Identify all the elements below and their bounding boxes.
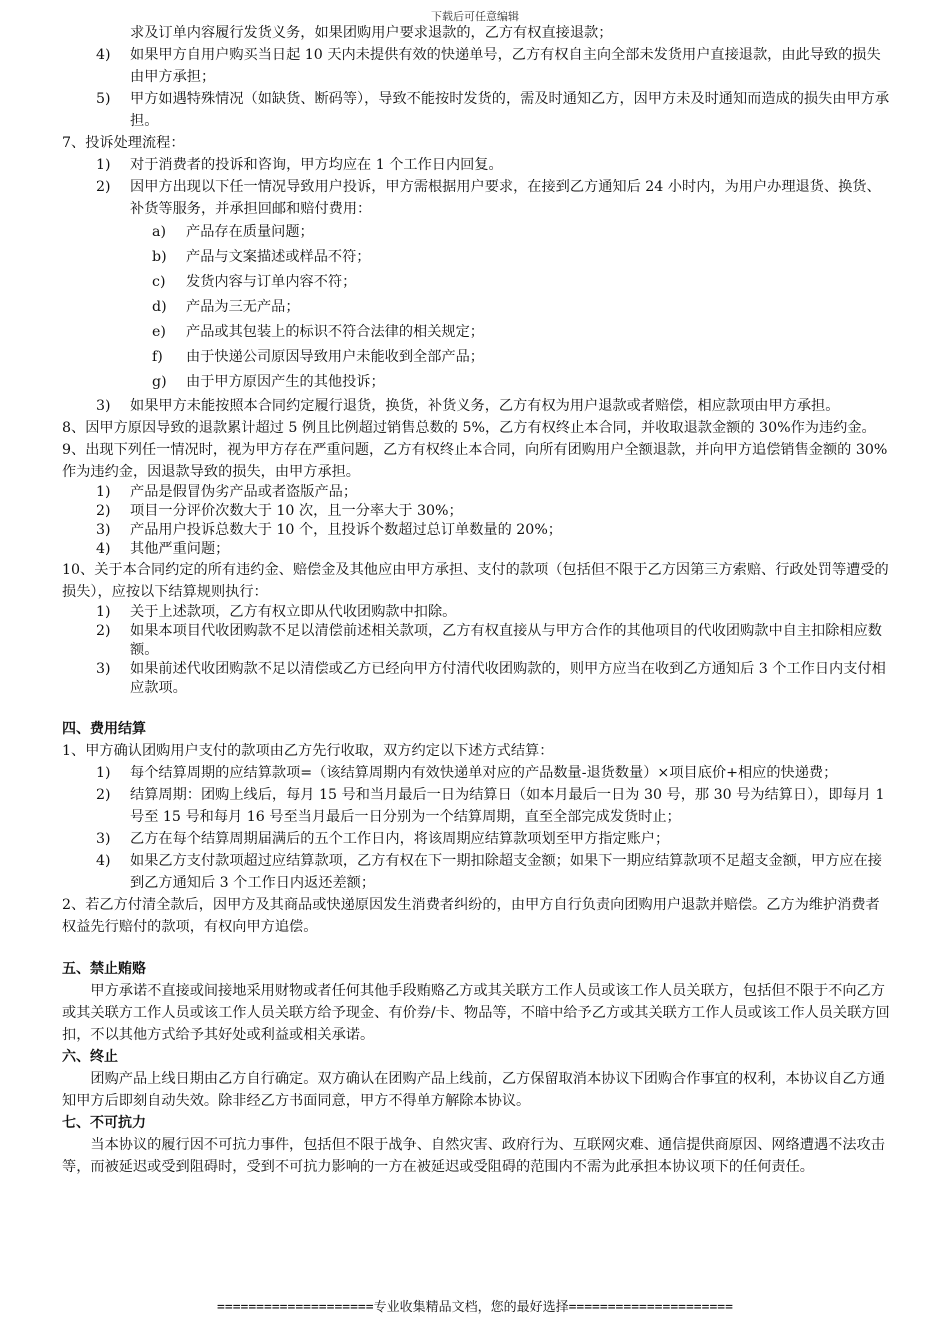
item-text: 如果甲方未能按照本合同约定履行退货，换货，补货义务，乙方有权为用户退款或者赔偿，相应款项由甲方承担。: [130, 398, 840, 414]
item-text: 如果本项目代收团购款不足以清偿前述相关款项，乙方有权直接从与甲方合作的其他项目的代收团购款中自主扣除相应数额。: [130, 623, 882, 658]
list-item: [62, 540, 892, 559]
list-item: [62, 176, 892, 220]
item-text: 由于快递公司原因导致用户未能收到全部产品；: [186, 349, 484, 365]
sub-list-item: [62, 370, 892, 395]
paragraph: 团购产品上线日期由乙方自行确定。双方确认在团购产品上线前，乙方保留取消本协议下团购合作事宜的权利，本协议自乙方通知甲方后即刻自动失效。除非经乙方书面同意，甲方不得单方解除本协议。: [62, 1071, 885, 1109]
item-number: f): [152, 349, 163, 365]
section-heading: 六、终止: [62, 1049, 118, 1065]
list-item: [62, 603, 892, 622]
paragraph: 当本协议的履行因不可抗力事件，包括但不限于战争、自然灾害、政府行为、互联网灾难、通信提供商原因、网络遭遇不法攻击等，而被延迟或受到阻碍时，受到不可抗力影响的一方在被延迟或受阻碍的范围内不需为此承担本协议项下的任何责任。: [62, 1137, 885, 1175]
section-heading: 四、费用结算: [62, 721, 146, 737]
section-heading: 七、不可抗力: [62, 1115, 146, 1131]
item-text: 产品是假冒伪劣产品或者盗版产品；: [130, 484, 358, 500]
item-text: 乙方在每个结算周期届满后的五个工作日内，将该周期应结算款项划至甲方指定账户；: [130, 831, 670, 847]
item-text: 结算周期：团购上线后，每月 15 号和当月最后一日为结算日（如本月最后一日为 30 号，那 30 号为结算日），即每月 1 号至 15 号和每月 16 号至当月最后一日分别为一个结算周期，直至全部完成发货时止；: [130, 787, 885, 825]
item-number: 3): [96, 831, 111, 847]
item-text: 发货内容与订单内容不符；: [186, 274, 357, 290]
item-number: 4): [96, 853, 111, 869]
item-text: 项目一分评价次数大于 10 次，且一分率大于 30%；: [130, 503, 463, 519]
item-number: 2): [96, 623, 111, 639]
list-item: [62, 762, 892, 784]
item-text: 对于消费者的投诉和咨询，甲方均应在 1 个工作日内回复。: [130, 157, 503, 173]
list-item: [62, 828, 892, 850]
item-text: 产品用户投诉总数大于 10 个，且投诉个数超过总订单数量的 20%；: [130, 522, 562, 538]
list-item: [62, 88, 892, 132]
list-item: [62, 395, 892, 417]
list-item: [62, 154, 892, 176]
paragraph: 7、投诉处理流程：: [62, 135, 185, 151]
item-number: 1): [96, 765, 111, 781]
section-heading: 五、禁止贿赂: [62, 961, 146, 977]
sub-list-item: [62, 245, 892, 270]
item-text: 甲方如遇特殊情况（如缺货、断码等），导致不能按时发货的，需及时通知乙方，因甲方未及时通知而造成的损失由甲方承担。: [130, 91, 890, 129]
sub-list-item: [62, 320, 892, 345]
list-item: [62, 44, 892, 88]
list-item: [62, 660, 892, 698]
item-number: 3): [96, 398, 111, 414]
paragraph: 10、关于本合同约定的所有违约金、赔偿金及其他应由甲方承担、支付的款项（包括但不限于乙方因第三方索赔、行政处罚等遭受的损失），应按以下结算规则执行：: [62, 562, 889, 600]
list-item: [62, 622, 892, 660]
sub-list-item: [62, 295, 892, 320]
item-number: 2): [96, 787, 111, 803]
item-number: 2): [96, 179, 111, 195]
item-text: 其他严重问题；: [130, 541, 230, 557]
list-item: [62, 850, 892, 894]
item-number: 3): [96, 661, 111, 677]
item-number: a): [152, 224, 166, 240]
item-text: 关于上述款项，乙方有权立即从代收团购款中扣除。: [130, 604, 457, 620]
item-number: 1): [96, 157, 111, 173]
item-number: g): [152, 374, 167, 390]
sub-list-item: [62, 220, 892, 245]
sub-list-item: [62, 270, 892, 295]
list-item: [62, 521, 892, 540]
item-number: 4): [96, 541, 111, 557]
item-number: 1): [96, 484, 111, 500]
item-number: e): [152, 324, 166, 340]
page-footer: ====================专业收集精品文档，您的最好选择=====================: [217, 1300, 733, 1315]
item-text: 如果乙方支付款项超过应结算款项，乙方有权在下一期扣除超支金额；如果下一期应结算款项不足超支金额，甲方应在接到乙方通知后 3 个工作日内返还差额；: [130, 853, 882, 891]
item-number: 1): [96, 604, 111, 620]
item-number: b): [152, 249, 167, 265]
item-number: 4): [96, 47, 111, 63]
item-number: d): [152, 299, 167, 315]
item-text: 由于甲方原因产生的其他投诉；: [186, 374, 385, 390]
item-number: 3): [96, 522, 111, 538]
list-item: [62, 502, 892, 521]
item-text: 如果甲方自用户购买当日起 10 天内未提供有效的快递单号，乙方有权自主向全部未发货用户直接退款，由此导致的损失由甲方承担；: [130, 47, 881, 85]
list-item: [62, 483, 892, 502]
document-body: [62, 22, 892, 1178]
list-item: [62, 784, 892, 828]
paragraph: 2、若乙方付清全款后，因甲方及其商品或快递原因发生消费者纠纷的，由甲方自行负责向团购用户退款并赔偿。乙方为维护消费者权益先行赔付的款项，有权向甲方追偿。: [62, 897, 880, 935]
paragraph: 8、因甲方原因导致的退款累计超过 5 例且比例超过销售总数的 5%，乙方有权终止本合同，并收取退款金额的 30%作为违约金。: [62, 420, 876, 436]
page-header: 下载后可任意编辑: [431, 10, 519, 23]
item-text: 产品与文案描述或样品不符；: [186, 249, 371, 265]
paragraph: 9、出现下列任一情况时，视为甲方存在严重问题，乙方有权终止本合同，向所有团购用户全额退款，并向甲方追偿销售金额的 30%作为违约金，因退款导致的损失，由甲方承担。: [62, 442, 888, 480]
item-text: 产品存在质量问题；: [186, 224, 314, 240]
paragraph: 甲方承诺不直接或间接地采用财物或者任何其他手段贿赂乙方或其关联方工作人员或该工作人员关联方，包括但不限于不向乙方或其关联方工作人员或该工作人员关联方给予现金、有价券/卡、物品等，不暗中给予乙方或其关联方工作人员或该工作人员关联方回扣，不以其他方式给予其好处或利益或相关承诺。: [62, 983, 890, 1043]
item-number: c): [152, 274, 166, 290]
item-text: 产品为三无产品；: [186, 299, 300, 315]
item-text: 如果前述代收团购款不足以清偿或乙方已经向甲方付清代收团购款的，则甲方应当在收到乙方通知后 3 个工作日内支付相应款项。: [130, 661, 886, 696]
item-text: 因甲方出现以下任一情况导致用户投诉，甲方需根据用户要求，在接到乙方通知后 24 小时内，为用户办理退货、换货、补货等服务，并承担回邮和赔付费用：: [130, 179, 881, 217]
paragraph: 求及订单内容履行发货义务，如果团购用户要求退款的，乙方有权直接退款；: [130, 25, 613, 41]
item-number: 2): [96, 503, 111, 519]
item-text: 每个结算周期的应结算款项=（该结算周期内有效快递单对应的产品数量-退货数量）×项目底价+相应的快递费；: [130, 765, 838, 781]
sub-list-item: [62, 345, 892, 370]
item-number: 5): [96, 91, 111, 107]
item-text: 产品或其包装上的标识不符合法律的相关规定；: [186, 324, 484, 340]
paragraph: 1、甲方确认团购用户支付的款项由乙方先行收取，双方约定以下述方式结算：: [62, 743, 554, 759]
